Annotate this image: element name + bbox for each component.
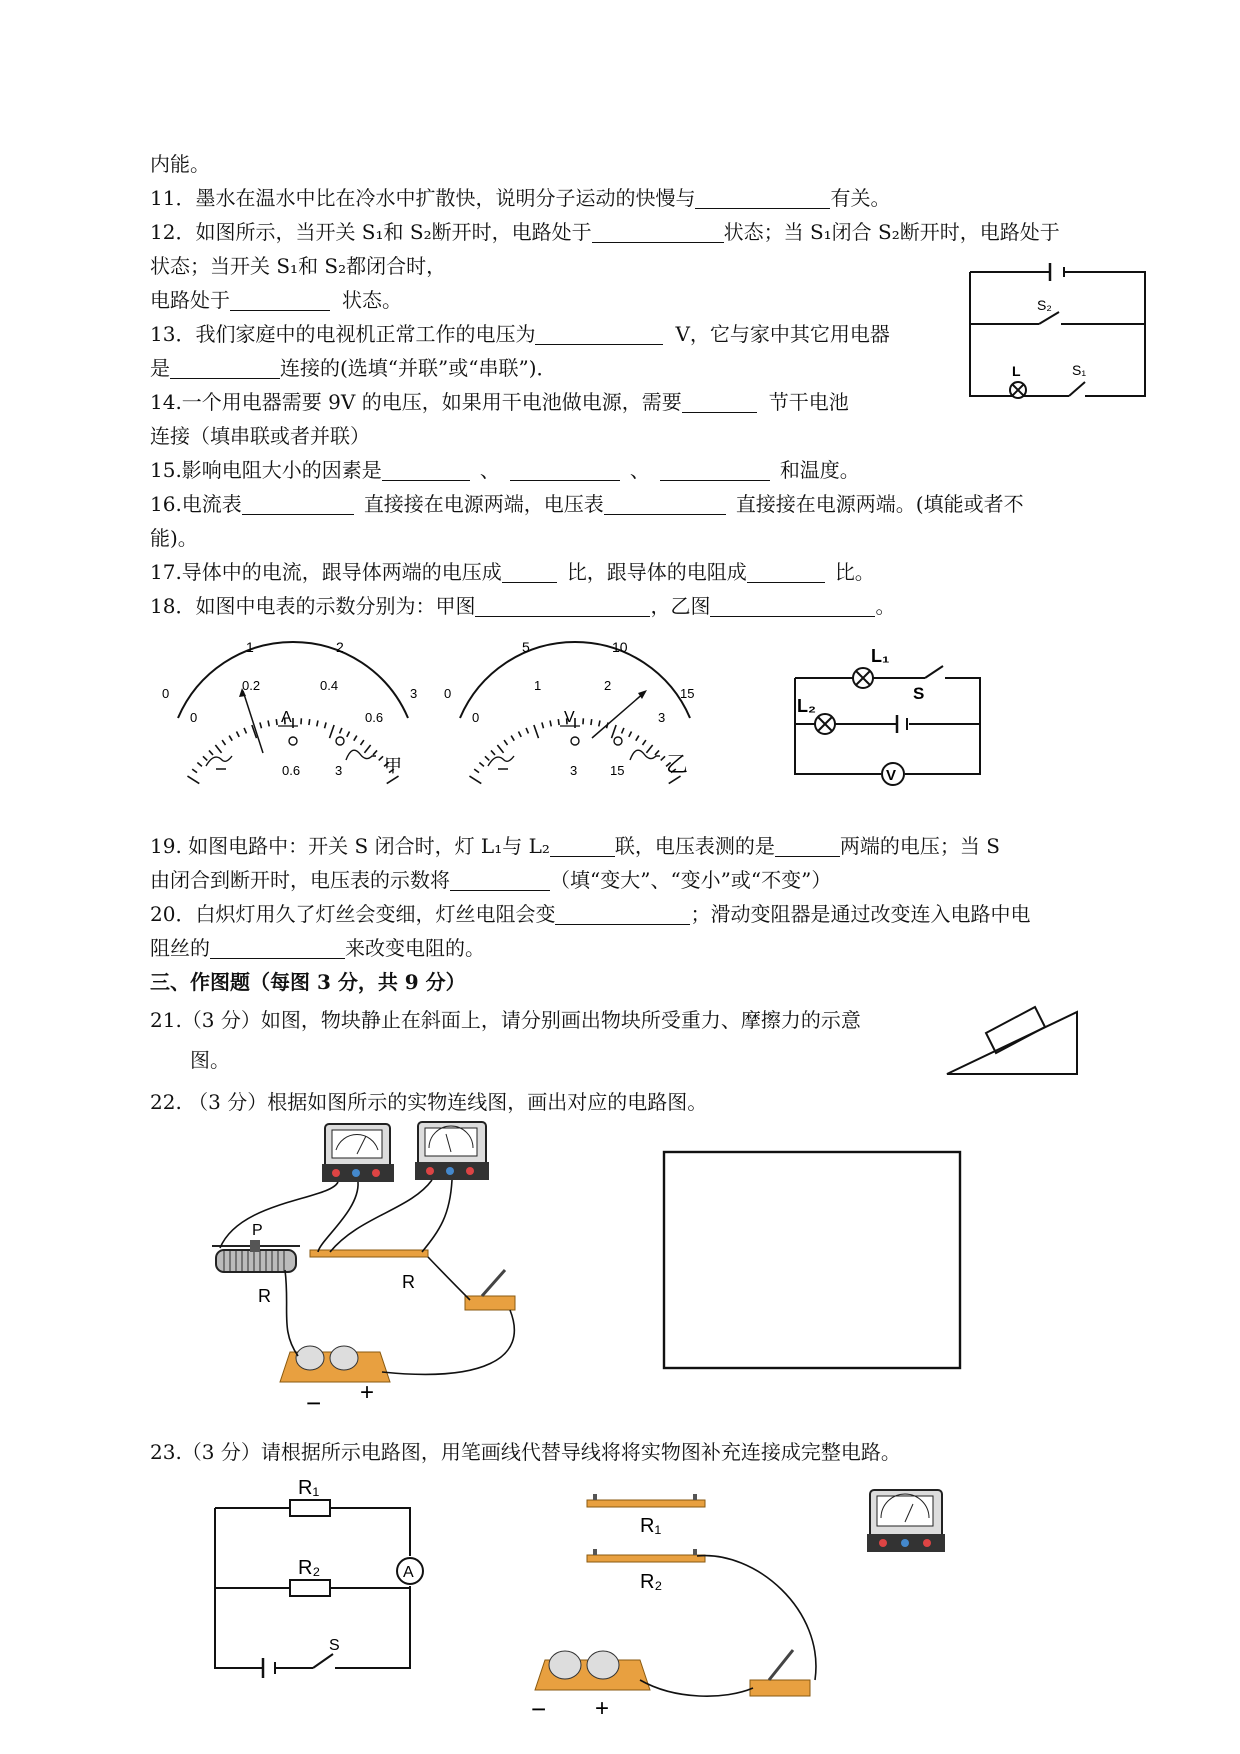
ammeter-device-icon-23 (867, 1490, 945, 1552)
label-s: S (913, 684, 925, 703)
scale-tick (229, 736, 232, 741)
blank-18b[interactable] (710, 596, 875, 617)
question-23: 23.（3 分）请根据所示电路图，用笔画线代替导线将将实物图补充连接成完整电路。 (150, 1440, 901, 1464)
scale-tick (209, 750, 213, 754)
question-15: 15.影响电阻大小的因素是 、 、 和温度。 (150, 458, 860, 482)
scale-tick (330, 725, 335, 738)
question-22: 22. （3 分）根据如图所示的实物连线图，画出对应的电路图。 (150, 1090, 708, 1114)
scale-tick (491, 750, 495, 754)
label-minus: − (306, 1388, 322, 1418)
question-14: 14.一个用电器需要 9V 的电压，如果用干电池做电源，需要 节干电池 (150, 390, 849, 414)
scale-tick (542, 722, 544, 728)
voltmeter-tick-0-inner: 0 (472, 710, 480, 725)
scale-tick (558, 719, 559, 725)
question-18: 18．如图中电表的示数分别为：甲图 ，乙图 。 (150, 594, 896, 618)
blank-19a[interactable] (550, 836, 615, 857)
label-v: V (886, 767, 897, 784)
ammeter-tick-0-outer: 0 (162, 686, 170, 701)
scale-tick (591, 719, 592, 725)
question-20-cont: 阻丝的 来改变电阻的。 (150, 936, 485, 960)
label-r2: R₂ (298, 1557, 321, 1579)
voltmeter-tick-1: 1 (534, 678, 542, 693)
scale-tick (479, 763, 484, 767)
label-resistor-r: R (402, 1272, 415, 1292)
scale-tick (474, 769, 479, 773)
question-13-cont: 是 连接的(选填“并联”或“串联”)． (150, 356, 557, 380)
resistor-r2-icon (587, 1549, 705, 1562)
scale-tick (612, 725, 617, 738)
scale-tick (518, 732, 521, 737)
scale-tick (469, 776, 481, 784)
line-intro: 内能。 (150, 152, 210, 176)
scale-tick (276, 719, 277, 725)
figure-incline (945, 998, 1085, 1078)
scale-tick (550, 721, 551, 727)
scale-tick (373, 750, 377, 754)
battery-holder-icon (280, 1346, 390, 1382)
label-rheostat-r: R (258, 1286, 271, 1306)
label-l2: L₂ (797, 696, 816, 716)
scale-tick (622, 728, 624, 734)
scale-tick (340, 728, 342, 734)
resistor-r1-icon (587, 1494, 705, 1507)
label-plus-23: + (595, 1695, 610, 1722)
question-12-end: 电路处于 状态。 (150, 288, 402, 312)
scale-tick (347, 732, 350, 737)
scale-tick (629, 732, 632, 737)
question-17: 17.导体中的电流，跟导体两端的电压成 比，跟导体的电阻成 比。 (150, 560, 875, 584)
ammeter-tick-1: 1 (246, 639, 254, 655)
voltmeter-terminal-15: 15 (610, 763, 625, 778)
label-s2: S₂ (1037, 297, 1052, 313)
blank-18a[interactable] (475, 596, 650, 617)
scale-tick (260, 722, 262, 728)
question-14-cont: 连接（填串联或者并联） (150, 424, 370, 448)
question-19-cont: 由闭合到断开时，电压表的示数将 （填“变大”、“变小”或“不变”） (150, 868, 832, 892)
label-minus-23: − (531, 1694, 547, 1724)
scale-tick (497, 745, 503, 753)
blank-17b[interactable] (747, 562, 825, 583)
question-16-cont: 能)。 (150, 526, 198, 550)
question-19: 19. 如图电路中：开关 S 闭合时，灯 L₁与 L₂ 联，电压表测的是 两端的电压；当 S (150, 834, 1000, 858)
question-20: 20．白炽灯用久了灯丝会变细，灯丝电阻会变 ；滑动变阻器是通过改变连入电路中电 (150, 902, 1031, 926)
blank-14[interactable] (682, 392, 757, 413)
figure-voltmeter (440, 638, 710, 788)
figure-q23-physical (525, 1490, 965, 1722)
scale-tick (236, 732, 239, 737)
question-16: 16.电流表 直接接在电源两端，电压表 直接接在电源两端。(填能或者不 (150, 492, 1024, 516)
scale-tick (669, 776, 681, 784)
switch-icon (465, 1270, 515, 1310)
blank-17a[interactable] (502, 562, 557, 583)
blank-15a[interactable] (382, 460, 470, 481)
label-r1: R₁ (298, 1477, 320, 1499)
scale-tick (317, 721, 318, 727)
scale-tick (197, 763, 202, 767)
voltmeter-tick-2: 2 (604, 678, 612, 693)
scale-tick (526, 728, 528, 734)
question-21-cont: 图。 (190, 1048, 230, 1072)
ammeter-tick-3: 3 (410, 686, 418, 701)
scale-tick (636, 736, 639, 741)
ammeter-unit: A (281, 709, 292, 726)
voltmeter-tick-0-outer: 0 (444, 686, 452, 701)
blank-20b[interactable] (210, 938, 345, 959)
scale-tick (655, 750, 659, 754)
scale-tick (192, 769, 197, 773)
scale-tick (361, 740, 364, 745)
scale-tick (364, 745, 370, 753)
blank-13b[interactable] (170, 358, 280, 379)
ammeter-tick-0.6: 0.6 (365, 710, 384, 725)
scale-tick (268, 721, 269, 727)
scale-tick (661, 756, 665, 760)
ammeter-tag: 甲 (384, 756, 402, 776)
question-11: 11．墨水在温水中比在冷水中扩散快，说明分子运动的快慢与 有关。 (150, 186, 891, 210)
blank-13a[interactable] (535, 324, 663, 345)
question-13: 13．我们家庭中的电视机正常工作的电压为 V，它与家中其它用电器 (150, 322, 890, 346)
voltmeter-tick-15: 15 (680, 686, 695, 701)
label-s-23: S (329, 1637, 340, 1654)
label-l: L (1012, 363, 1021, 379)
question-12-cont: 状态；当开关 S₁和 S₂都闭合时， (150, 254, 447, 278)
resistor-icon (310, 1250, 428, 1257)
ammeter-device-icon (322, 1124, 394, 1182)
scale-tick (325, 722, 327, 728)
scale-tick (203, 756, 207, 760)
scale-tick (646, 745, 652, 753)
blank-20a[interactable] (555, 904, 690, 925)
label-phys-r1: R₁ (640, 1515, 662, 1537)
scale-tick (534, 725, 539, 738)
scale-tick (187, 776, 199, 784)
figure-q12-circuit (965, 260, 1155, 410)
answer-box-q22[interactable] (662, 1150, 962, 1370)
scale-tick (599, 721, 600, 727)
ammeter-tick-0-inner: 0 (190, 710, 198, 725)
blank-16b[interactable] (604, 494, 726, 515)
scale-tick (244, 728, 246, 734)
label-l1: L₁ (871, 646, 890, 666)
question-12: 12．如图所示，当开关 S₁和 S₂断开时，电路处于 状态；当 S₁闭合 S₂断开时，电路处于 (150, 220, 1060, 244)
scale-tick (504, 740, 507, 745)
voltmeter-tag: 乙 (666, 752, 689, 777)
ammeter-tick-2: 2 (336, 639, 344, 655)
figure-q23-circuit (205, 1478, 435, 1678)
scale-tick (485, 756, 489, 760)
label-phys-r2: R₂ (640, 1571, 663, 1593)
voltmeter-tick-5: 5 (522, 639, 530, 655)
blank-19c[interactable] (450, 870, 550, 891)
scale-tick (222, 740, 225, 745)
scale-tick (379, 756, 383, 760)
ammeter-tick-0.4: 0.4 (320, 678, 339, 693)
battery-holder-icon-23 (535, 1651, 650, 1690)
voltmeter-device-icon (415, 1122, 489, 1180)
scale-tick (309, 719, 310, 725)
label-p: P (252, 1222, 263, 1239)
ammeter-tick-0.2: 0.2 (242, 678, 261, 693)
scale-tick (215, 745, 221, 753)
voltmeter-terminal-3: 3 (570, 763, 578, 778)
label-s1: S₁ (1072, 362, 1087, 378)
blank-12c[interactable] (230, 290, 330, 311)
label-a: A (403, 1564, 414, 1581)
scale-tick (511, 736, 514, 741)
blank-15c[interactable] (660, 460, 770, 481)
ammeter-terminal-0.6: 0.6 (282, 763, 301, 778)
blank-15b[interactable] (510, 460, 620, 481)
scale-tick (643, 740, 646, 745)
voltmeter-unit: V (564, 709, 575, 726)
scale-tick (387, 776, 399, 784)
voltmeter-tick-10: 10 (612, 639, 628, 655)
ammeter-terminal-3: 3 (335, 763, 343, 778)
rheostat-icon (212, 1240, 300, 1272)
blank-12a[interactable] (592, 222, 724, 243)
blank-11[interactable] (695, 188, 830, 209)
question-21: 21.（3 分）如图，物块静止在斜面上，请分别画出物块所受重力、摩擦力的示意 (150, 1008, 861, 1032)
figure-q22-physical (210, 1120, 530, 1418)
blank-19b[interactable] (775, 836, 840, 857)
section-3-heading: 三、作图题（每图 3 分，共 9 分） (150, 970, 466, 994)
switch-icon-23 (750, 1650, 810, 1696)
figure-ammeter (158, 638, 428, 788)
voltmeter-tick-3: 3 (658, 710, 666, 725)
blank-16a[interactable] (242, 494, 354, 515)
figure-q19-circuit (785, 644, 995, 789)
scale-tick (354, 736, 357, 741)
label-plus: + (360, 1379, 375, 1406)
